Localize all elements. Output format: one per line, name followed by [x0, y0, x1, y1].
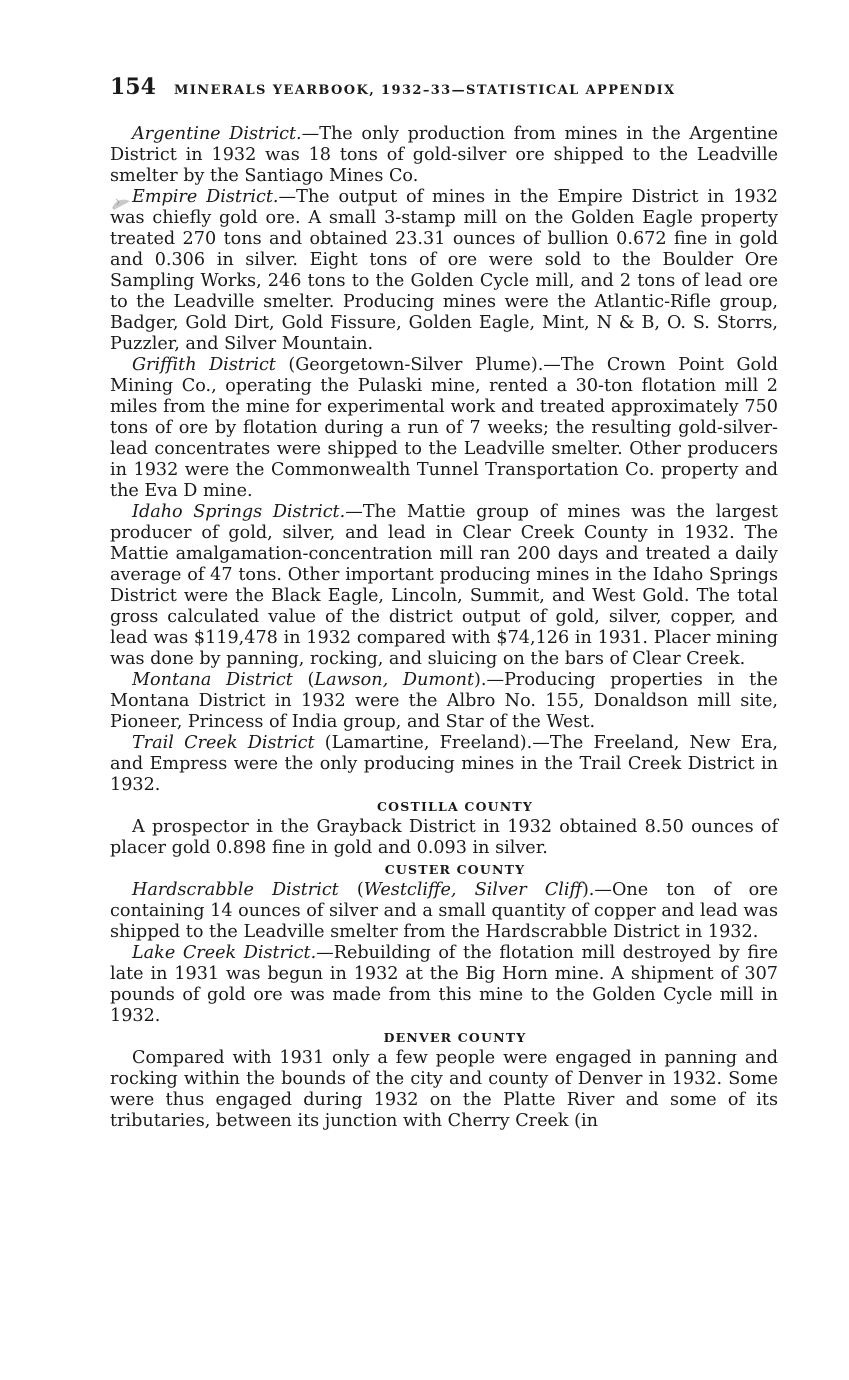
- paragraph-text: —The Mattie group of mines was the largest producer of gold, silver, and lead in Clear Creek County in 1932. The Mattie amalgamation-concentration mill ran 200 days and treated a daily average of 47 tons. Other important producing mines in the Idaho Springs District were the Black Eagle, Lincoln, Summit, and West Gold. The total gross calculated value of the district output of gold, silver, copper, and lead was $119,478 in 1932 compared with $74,126 in 1931. Placer mining was done by panning, rocking, and sluicing on the bars of Clear Creek.: [110, 502, 779, 669]
- district-title: Argentine District.: [132, 124, 302, 144]
- paragraph-text: (Georgetown-Silver Plume).—The Crown Point Gold Mining Co., operating the Pulaski mine, rented a 30-ton flotation mill 2 miles from the mine for experimental work and treated approximately 750 tons of ore by flotation during a run of 7 weeks; the resulting gold-silver-lead concentrates were shipped to the Leadville smelter. Other producers in 1932 were the Commonwealth Tunnel Transportation Co. property and the Eva D mine.: [110, 355, 778, 501]
- district-title: Empire District.: [132, 187, 279, 207]
- paragraph-text-open: (: [338, 880, 364, 900]
- running-head: MINERALS YEARBOOK, 1932–33—STATISTICAL APPENDIX: [173, 83, 676, 98]
- paragraph-lake-creek-district: [110, 943, 778, 1027]
- paragraph-text: —The output of mines in the Empire District in 1932 was chiefly gold ore. A small 3-stamp mill on the Golden Eagle property treated 270 tons and obtained 23.31 ounces of bullion 0.672 fine in gold and 0.306 in silver. Eight tons of ore were sold to the Boulder Ore Sampling Works, 246 tons to the Golden Cycle mill, and 2 tons of lead ore to the Leadville smelter. Producing mines were the Atlantic-Rifle group, Badger, Gold Dirt, Gold Fissure, Golden Eagle, Mint, N & B, O. S. Storrs, Puzzler, and Silver Mountain.: [110, 187, 778, 354]
- district-towns: Lawson, Dumont: [314, 670, 475, 690]
- page-header: [110, 74, 730, 100]
- section-heading-costilla-county: COSTILLA COUNTY: [376, 799, 534, 814]
- paragraph-text: Compared with 1931 only a few people were engaged in panning and rocking within the bounds of the city and county of Denver in 1932. Some were thus engaged during 1932 on the Platte River and some of its tributaries, between its junction with Cherry Creek (in: [110, 1048, 778, 1131]
- paragraph-idaho-springs-district: [110, 502, 778, 670]
- paragraph-text: ).—One ton of ore containing 14 ounces of silver and a small quantity of copper and lead was shipped to the Leadville smelter from the Hardscrabble District in 1932.: [110, 880, 778, 942]
- paragraph-denver-county: [110, 1048, 778, 1132]
- paragraph-text: (Lamartine, Freeland).—The Freeland, New Era, and Empress were the only producing mines in the Trail Creek District in 1932.: [110, 733, 778, 795]
- section-heading-custer-county: CUSTER COUNTY: [384, 862, 526, 877]
- body-text: [110, 124, 778, 1132]
- paragraph-text-open: (: [292, 670, 315, 690]
- district-title: Lake Creek District.: [132, 943, 317, 963]
- district-title: Hardscrabble District: [132, 880, 339, 900]
- district-title: Griffith District: [132, 355, 276, 375]
- paragraph-griffith-district: [110, 355, 778, 502]
- district-title: Trail Creek District: [132, 733, 315, 753]
- paragraph-costilla-county: [110, 817, 778, 859]
- district-towns: Westcliffe, Silver Cliff: [363, 880, 582, 900]
- district-title: Montana District: [132, 670, 293, 690]
- district-title: Idaho Springs District.: [132, 502, 346, 522]
- paragraph-text: —The only production from mines in the Argentine District in 1932 was 18 tons of gold-silver ore shipped to the Leadville smelter by the Santiago Mines Co.: [110, 124, 778, 186]
- paragraph-trail-creek-district: [110, 733, 778, 796]
- paragraph-montana-district: [110, 670, 778, 733]
- paragraph-argentine-district: [110, 124, 778, 187]
- paragraph-hardscrabble-district: [110, 880, 778, 943]
- paragraph-text: A prospector in the Grayback District in 1932 obtained 8.50 ounces of placer gold 0.898 fine in gold and 0.093 in silver.: [110, 817, 778, 858]
- paragraph-text: ).—Producing properties in the Montana District in 1932 were the Albro No. 155, Donaldson mill site, Pioneer, Princess of India group, and Star of the West.: [110, 670, 778, 732]
- section-heading-denver-county: DENVER COUNTY: [383, 1030, 527, 1045]
- paragraph-text: —Rebuilding of the flotation mill destroyed by fire late in 1931 was begun in 1932 at the Big Horn mine. A shipment of 307 pounds of gold ore was made from this mine to the Golden Cycle mill in 1932.: [110, 943, 778, 1026]
- paragraph-empire-district: [110, 187, 778, 355]
- page-number: 154: [110, 74, 156, 100]
